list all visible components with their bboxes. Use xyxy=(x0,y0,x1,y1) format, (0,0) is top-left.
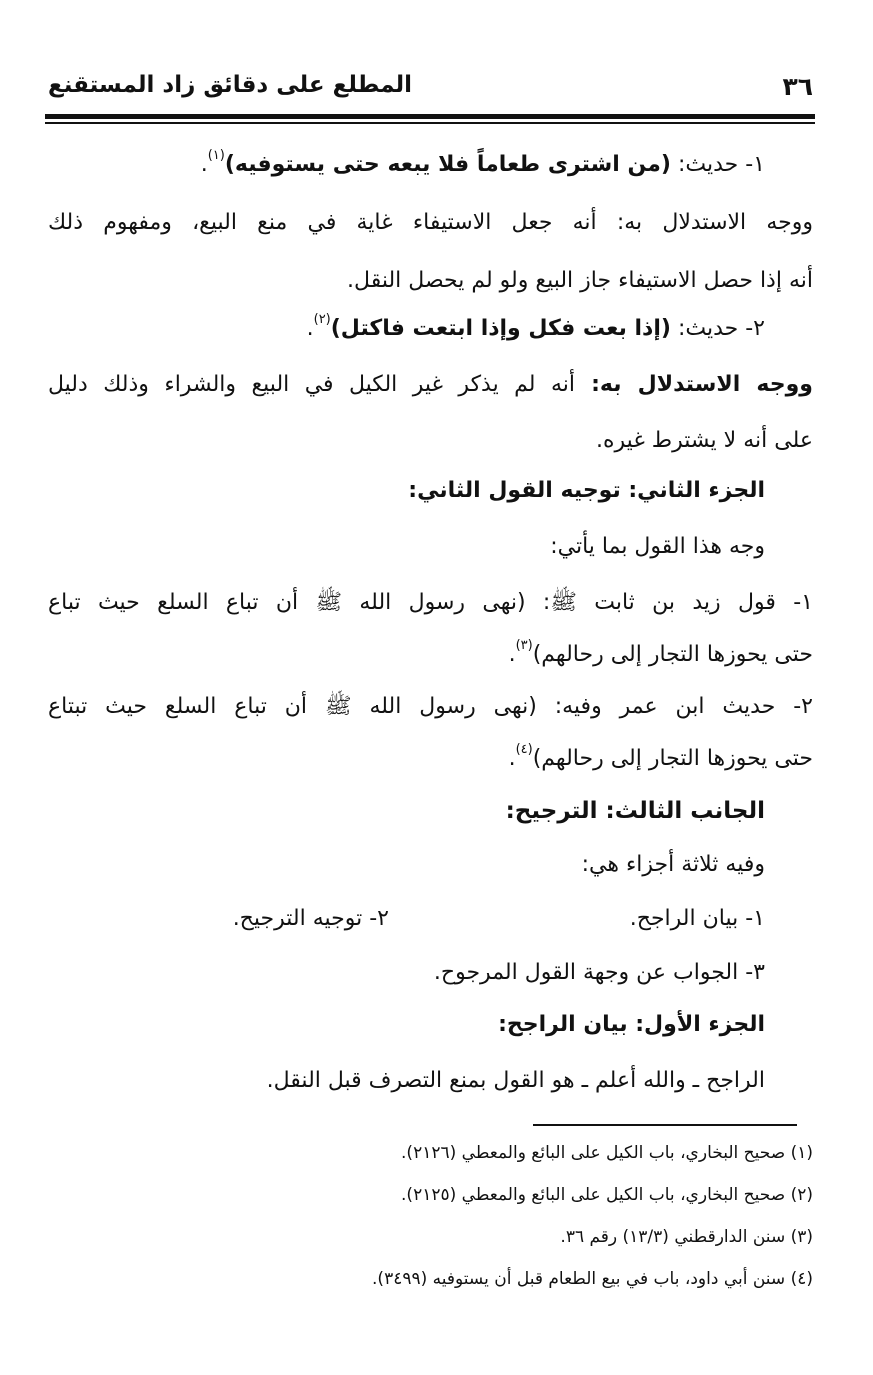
list-item: ٢- توجيه الترجيح. xyxy=(232,906,389,931)
paragraph-line xyxy=(509,638,813,676)
hadith-4-text: حتى يحوزها التجار إلى رحالهم) xyxy=(532,746,813,771)
hadith-3-text: حتى يحوزها التجار إلى رحالهم) xyxy=(532,642,813,667)
footnote-ref-1: (١) xyxy=(207,148,225,163)
footnote-ref-3: (٣) xyxy=(515,638,533,653)
footnote-ref-2: (٢) xyxy=(313,312,331,327)
hadith-1-quote: (من اشترى طعاماً فلا يبعه حتى يستوفيه) xyxy=(224,152,671,177)
book-title: المطلع على دقائق زاد المستقنع xyxy=(48,72,413,98)
footnote-item: (١) صحيح البخاري، باب الكيل على البائع والمعطي (٢١٢٦). xyxy=(401,1143,813,1163)
hadith-1-number: ١- حديث: xyxy=(670,152,765,177)
paragraph-line: على أنه لا يشترط غيره. xyxy=(596,428,813,453)
paragraph-line: أنه إذا حصل الاستيفاء جاز البيع ولو لم يحصل النقل. xyxy=(347,268,813,293)
page-number: ٣٦ xyxy=(782,72,813,101)
section-heading: الجزء الأول: بيان الراجح: xyxy=(498,1012,765,1037)
footnote-item: (٢) صحيح البخاري، باب الكيل على البائع والمعطي (٢١٢٥). xyxy=(401,1185,813,1205)
header-rule-thin xyxy=(45,122,815,124)
inference-label: ووجه الاستدلال به: xyxy=(574,372,813,397)
hadith-3-end: . xyxy=(508,642,516,667)
hadith-4-end: . xyxy=(508,746,516,771)
list-item: ١- بيان الراجح. xyxy=(629,906,765,931)
hadith-2-end: . xyxy=(306,316,314,341)
hadith-2-quote: (إذا بعت فكل وإذا ابتعت فاكتل) xyxy=(330,316,671,341)
hadith-2-number: ٢- حديث: xyxy=(670,316,765,341)
paragraph-line: ٢- حديث ابن عمر وفيه: (نهى رسول الله ﷺ أن تباع السلع حيث تبتاع xyxy=(48,694,813,719)
section-heading: الجانب الثالث: الترجيح: xyxy=(505,798,765,824)
paragraph-line: وجه هذا القول بما يأتي: xyxy=(550,534,765,559)
list-item: ٣- الجواب عن وجهة القول المرجوح. xyxy=(433,960,765,985)
paragraph-line: وفيه ثلاثة أجزاء هي: xyxy=(581,852,765,877)
hadith-1-end: . xyxy=(200,152,208,177)
footnote-divider xyxy=(533,1124,797,1126)
paragraph-line: ووجه الاستدلال به: أنه جعل الاستيفاء غاية في منع البيع، ومفهوم ذلك xyxy=(48,210,813,235)
hadith-2-line xyxy=(307,312,765,350)
section-heading: الجزء الثاني: توجيه القول الثاني: xyxy=(408,478,765,503)
footnote-item: (٣) سنن الدارقطني (١٣/٣) رقم ٣٦. xyxy=(560,1227,813,1247)
paragraph-line: ١- قول زيد بن ثابت ﷺ: (نهى رسول الله ﷺ أن تباع السلع حيث تباع xyxy=(48,590,813,615)
paragraph-line xyxy=(509,742,813,780)
footnote-ref-4: (٤) xyxy=(515,742,533,757)
paragraph-line xyxy=(48,368,813,406)
hadith-1-line xyxy=(201,148,765,186)
page-header xyxy=(48,66,813,106)
header-rule-thick xyxy=(45,114,815,119)
inference-text: أنه لم يذكر غير الكيل في البيع والشراء وذلك دليل xyxy=(48,372,575,397)
footnote-item: (٤) سنن أبي داود، باب في بيع الطعام قبل أن يستوفيه (٣٤٩٩). xyxy=(372,1269,813,1289)
paragraph-line: الراجح ـ والله أعلم ـ هو القول بمنع التصرف قبل النقل. xyxy=(266,1068,765,1093)
